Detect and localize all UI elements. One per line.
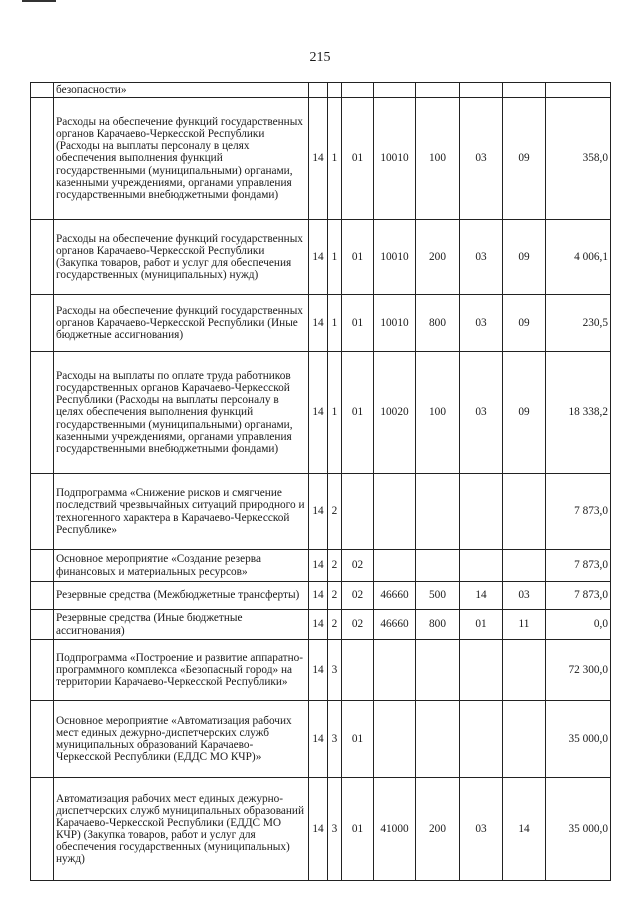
budget-table bbox=[30, 82, 611, 881]
code-cell: 14 bbox=[309, 550, 328, 582]
code-cell bbox=[460, 640, 503, 701]
code-cell: 02 bbox=[342, 550, 374, 582]
code-cell bbox=[416, 640, 460, 701]
top-rule bbox=[22, 0, 56, 2]
code-cell: 14 bbox=[309, 701, 328, 778]
code-cell bbox=[416, 550, 460, 582]
code-cell: 14 bbox=[309, 352, 328, 474]
amount-cell: 230,5 bbox=[546, 295, 611, 352]
code-cell bbox=[374, 83, 416, 98]
row-description: Подпрограмма «Снижение рисков и смягчение последствий чрезвычайных ситуаций природного и техногенного характера в Карачаево-Черкесской Республике» bbox=[54, 474, 309, 550]
empty-cell bbox=[31, 778, 54, 881]
empty-cell bbox=[31, 582, 54, 610]
amount-cell: 7 873,0 bbox=[546, 550, 611, 582]
code-cell bbox=[342, 640, 374, 701]
code-cell: 01 bbox=[342, 98, 374, 220]
row-description: Резервные средства (Иные бюджетные ассигнования) bbox=[54, 610, 309, 640]
code-cell: 10010 bbox=[374, 295, 416, 352]
row-description: Подпрограмма «Построение и развитие аппаратно-программного комплекса «Безопасный город» на территории Карачаево-Черкесской Республики» bbox=[54, 640, 309, 701]
row-description: Расходы на выплаты по оплате труда работников государственных органов Карачаево-Черкесской Республики (Расходы на выплаты персоналу в целях обеспечения выполнения функций государственными (муниципальными) органами, казенными учреждениями, органами управления государственными внебюджетными фондами) bbox=[54, 352, 309, 474]
code-cell: 02 bbox=[342, 582, 374, 610]
code-cell: 09 bbox=[503, 295, 546, 352]
code-cell: 10010 bbox=[374, 98, 416, 220]
code-cell: 3 bbox=[328, 778, 342, 881]
code-cell: 2 bbox=[328, 582, 342, 610]
table-row bbox=[31, 98, 611, 220]
empty-cell bbox=[31, 474, 54, 550]
code-cell: 3 bbox=[328, 701, 342, 778]
code-cell bbox=[503, 701, 546, 778]
table-row bbox=[31, 474, 611, 550]
row-description: Расходы на обеспечение функций государственных органов Карачаево-Черкесской Республики (Иные бюджетные ассигнования) bbox=[54, 295, 309, 352]
table-row bbox=[31, 610, 611, 640]
row-description: Основное мероприятие «Автоматизация рабочих мест единых дежурно-диспетчерских служб муниципальных образований Карачаево-Черкесской Республики (ЕДДС МО КЧР)» bbox=[54, 701, 309, 778]
code-cell: 10010 bbox=[374, 220, 416, 295]
code-cell: 01 bbox=[460, 610, 503, 640]
row-description: Резервные средства (Межбюджетные трансферты) bbox=[54, 582, 309, 610]
code-cell: 200 bbox=[416, 778, 460, 881]
empty-cell bbox=[31, 83, 54, 98]
code-cell bbox=[416, 474, 460, 550]
amount-cell: 35 000,0 bbox=[546, 778, 611, 881]
code-cell: 46660 bbox=[374, 582, 416, 610]
code-cell: 09 bbox=[503, 220, 546, 295]
row-description: Основное мероприятие «Создание резерва финансовых и материальных ресурсов» bbox=[54, 550, 309, 582]
code-cell: 500 bbox=[416, 582, 460, 610]
empty-cell bbox=[31, 550, 54, 582]
table-row bbox=[31, 550, 611, 582]
code-cell: 03 bbox=[460, 220, 503, 295]
code-cell: 03 bbox=[460, 778, 503, 881]
code-cell bbox=[374, 640, 416, 701]
code-cell bbox=[460, 550, 503, 582]
code-cell: 46660 bbox=[374, 610, 416, 640]
table-row bbox=[31, 582, 611, 610]
empty-cell bbox=[31, 352, 54, 474]
code-cell bbox=[460, 474, 503, 550]
code-cell bbox=[503, 83, 546, 98]
code-cell: 2 bbox=[328, 550, 342, 582]
code-cell: 1 bbox=[328, 98, 342, 220]
code-cell bbox=[342, 474, 374, 550]
code-cell: 03 bbox=[460, 98, 503, 220]
table-row bbox=[31, 640, 611, 701]
code-cell: 14 bbox=[309, 474, 328, 550]
code-cell: 01 bbox=[342, 778, 374, 881]
row-description: безопасности» bbox=[54, 83, 309, 98]
code-cell: 14 bbox=[309, 582, 328, 610]
table-row bbox=[31, 701, 611, 778]
code-cell bbox=[503, 640, 546, 701]
code-cell: 100 bbox=[416, 98, 460, 220]
table-row bbox=[31, 778, 611, 881]
code-cell: 1 bbox=[328, 295, 342, 352]
code-cell bbox=[416, 83, 460, 98]
code-cell: 02 bbox=[342, 610, 374, 640]
amount-cell: 0,0 bbox=[546, 610, 611, 640]
amount-cell: 7 873,0 bbox=[546, 582, 611, 610]
row-description: Расходы на обеспечение функций государственных органов Карачаево-Черкесской Республики (Расходы на выплаты персоналу в целях обеспечения выполнения функций государственными (муниципальными) органами, казенными учреждениями, органами управления государственными внебюджетными фондами) bbox=[54, 98, 309, 220]
amount-cell: 18 338,2 bbox=[546, 352, 611, 474]
empty-cell bbox=[31, 610, 54, 640]
code-cell bbox=[503, 550, 546, 582]
empty-cell bbox=[31, 220, 54, 295]
code-cell: 09 bbox=[503, 98, 546, 220]
code-cell: 14 bbox=[309, 295, 328, 352]
empty-cell bbox=[31, 98, 54, 220]
code-cell: 03 bbox=[460, 295, 503, 352]
code-cell bbox=[374, 701, 416, 778]
code-cell: 2 bbox=[328, 474, 342, 550]
empty-cell bbox=[31, 640, 54, 701]
code-cell: 3 bbox=[328, 640, 342, 701]
amount-cell: 358,0 bbox=[546, 98, 611, 220]
code-cell: 14 bbox=[309, 610, 328, 640]
row-description: Автоматизация рабочих мест единых дежурно-диспетчерских служб муниципальных образований Карачаево-Черкесской Республики (ЕДДС МО КЧР) (Закупка товаров, работ и услуг для обеспечения государственных (муниципальных) нужд) bbox=[54, 778, 309, 881]
code-cell: 10020 bbox=[374, 352, 416, 474]
code-cell: 03 bbox=[503, 582, 546, 610]
code-cell: 11 bbox=[503, 610, 546, 640]
code-cell: 09 bbox=[503, 352, 546, 474]
empty-cell bbox=[31, 701, 54, 778]
code-cell: 1 bbox=[328, 352, 342, 474]
code-cell bbox=[416, 701, 460, 778]
amount-cell: 7 873,0 bbox=[546, 474, 611, 550]
row-description: Расходы на обеспечение функций государственных органов Карачаево-Черкесской Республики (Закупка товаров, работ и услуг для обеспечения государственных (муниципальных) нужд) bbox=[54, 220, 309, 295]
code-cell: 14 bbox=[309, 98, 328, 220]
code-cell bbox=[374, 474, 416, 550]
code-cell bbox=[328, 83, 342, 98]
code-cell: 14 bbox=[309, 778, 328, 881]
code-cell: 01 bbox=[342, 295, 374, 352]
code-cell: 14 bbox=[460, 582, 503, 610]
code-cell: 41000 bbox=[374, 778, 416, 881]
code-cell: 1 bbox=[328, 220, 342, 295]
code-cell: 14 bbox=[503, 778, 546, 881]
code-cell: 200 bbox=[416, 220, 460, 295]
page-number: 215 bbox=[309, 50, 331, 65]
code-cell: 800 bbox=[416, 295, 460, 352]
code-cell: 01 bbox=[342, 701, 374, 778]
amount-cell: 72 300,0 bbox=[546, 640, 611, 701]
code-cell: 03 bbox=[460, 352, 503, 474]
code-cell: 14 bbox=[309, 640, 328, 701]
code-cell: 100 bbox=[416, 352, 460, 474]
code-cell: 01 bbox=[342, 220, 374, 295]
code-cell: 800 bbox=[416, 610, 460, 640]
code-cell bbox=[460, 83, 503, 98]
code-cell: 2 bbox=[328, 610, 342, 640]
empty-cell bbox=[31, 295, 54, 352]
code-cell: 01 bbox=[342, 352, 374, 474]
table-row bbox=[31, 295, 611, 352]
table-row bbox=[31, 83, 611, 98]
code-cell bbox=[309, 83, 328, 98]
amount-cell: 4 006,1 bbox=[546, 220, 611, 295]
code-cell bbox=[342, 83, 374, 98]
code-cell bbox=[460, 701, 503, 778]
table-row bbox=[31, 220, 611, 295]
amount-cell: 35 000,0 bbox=[546, 701, 611, 778]
table-row bbox=[31, 352, 611, 474]
code-cell: 14 bbox=[309, 220, 328, 295]
amount-cell bbox=[546, 83, 611, 98]
code-cell bbox=[503, 474, 546, 550]
code-cell bbox=[374, 550, 416, 582]
